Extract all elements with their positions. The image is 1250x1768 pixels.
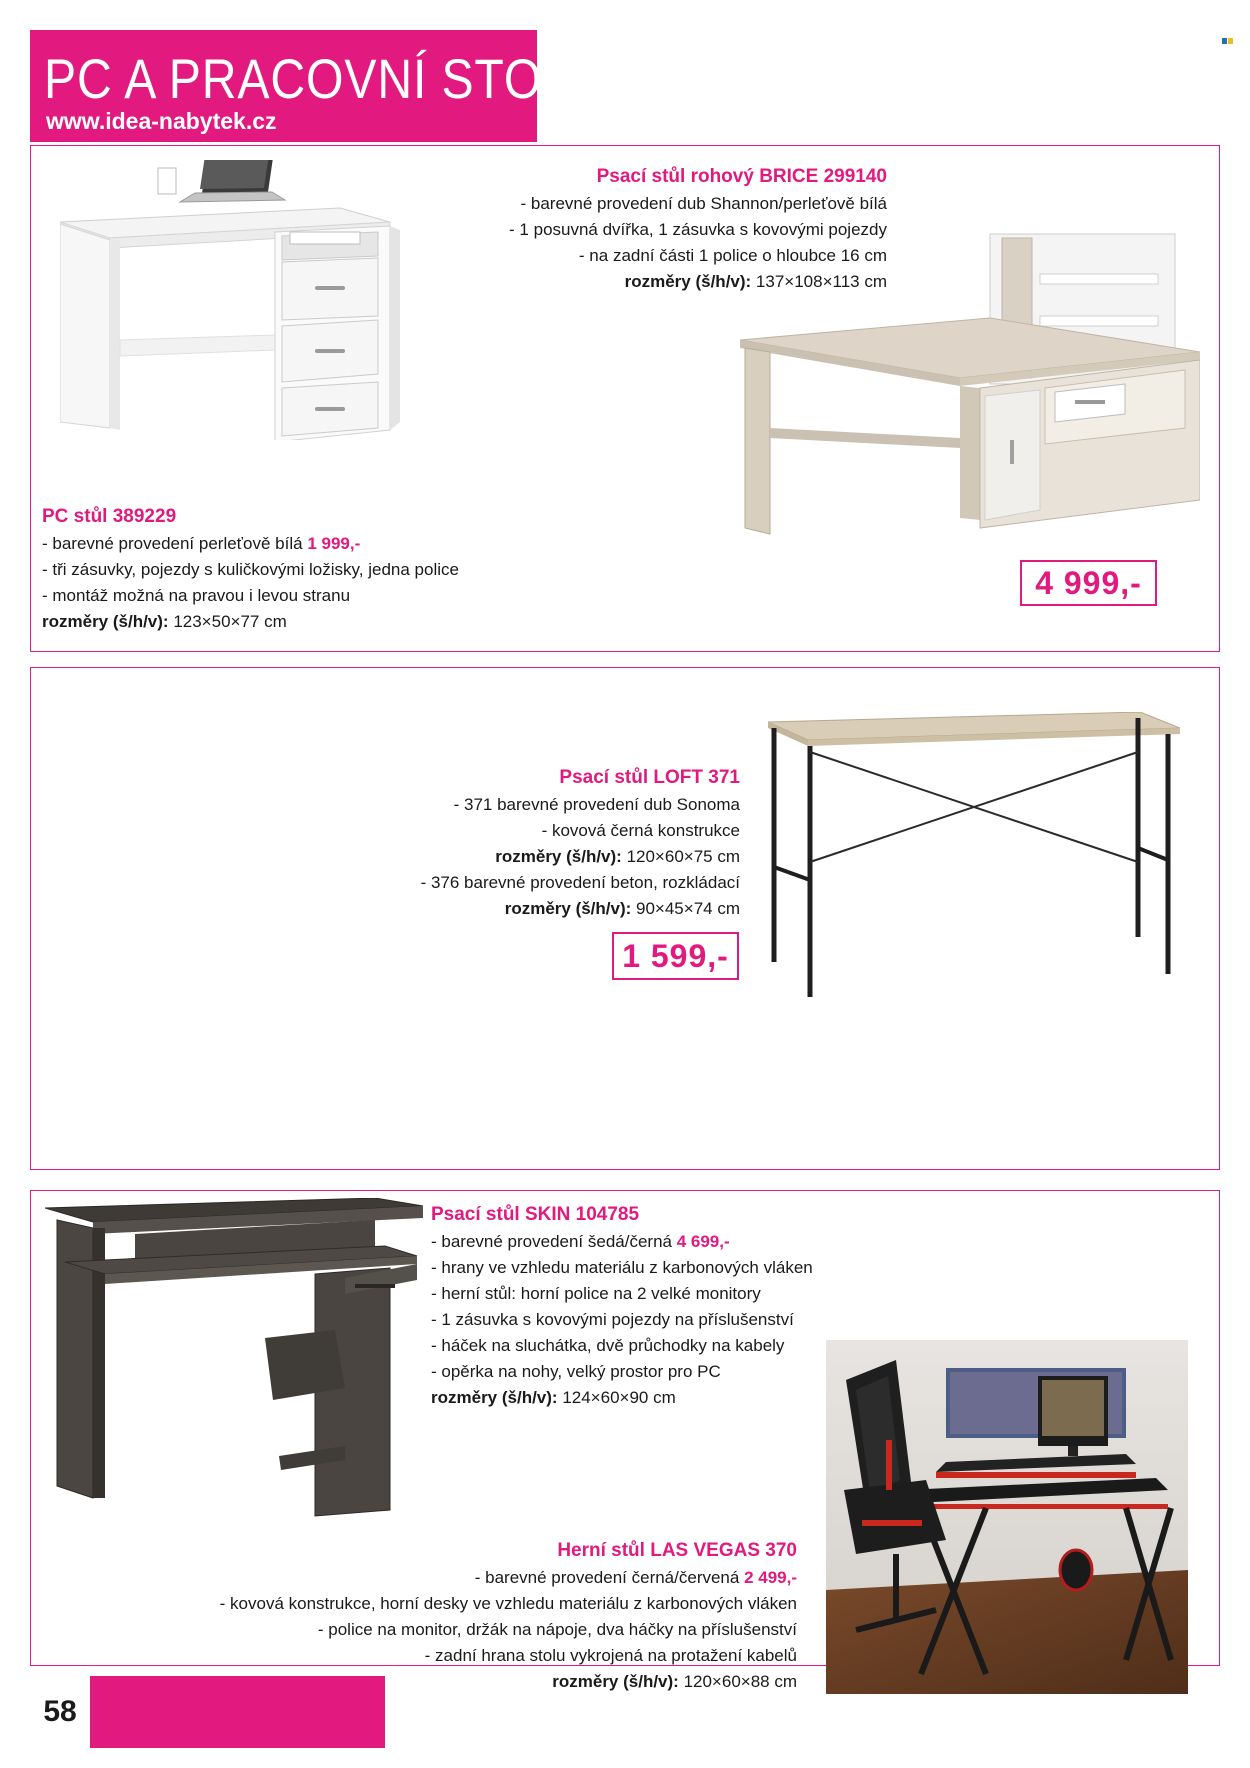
- product-feature: - 1 zásuvka s kovovými pojezdy na příslušenství: [431, 1310, 794, 1329]
- product-feature: - hrany ve vzhledu materiálu z karbonových vláken: [431, 1258, 813, 1277]
- corner-mark-icon: [1222, 38, 1234, 44]
- price-inline: 1 999,-: [307, 534, 361, 553]
- feature-text: - barevné provedení šedá/černá: [431, 1232, 677, 1251]
- product-feature: - herní stůl: horní police na 2 velké monitory: [431, 1284, 761, 1303]
- product-feature: - opěrka na nohy, velký prostor pro PC: [431, 1362, 721, 1381]
- product-title: Herní stůl LAS VEGAS 370: [557, 1540, 797, 1561]
- dimensions-label: rozměry (š/h/v):: [504, 899, 632, 918]
- product-feature: - na zadní části 1 police o hloubce 16 cm: [578, 246, 887, 265]
- white-desk-image: [60, 160, 440, 440]
- product-feature: - 1 posuvná dvířka, 1 zásuvka s kovovými pojezdy: [509, 220, 887, 239]
- header-banner: [30, 30, 600, 142]
- product-title: PC stůl 389229: [42, 506, 177, 527]
- page-number: 58: [30, 1676, 90, 1748]
- skin-desk-image: [45, 1198, 430, 1518]
- dimensions-value: 123×50×77 cm: [168, 612, 287, 631]
- feature-text: - barevné provedení perleťově bílá: [42, 534, 308, 553]
- product-title: Psací stůl rohový BRICE 299140: [596, 166, 887, 187]
- product-feature: [220, 1565, 797, 1591]
- product-brice: [509, 163, 887, 295]
- product-dimensions: [431, 1385, 813, 1411]
- product-feature: [42, 531, 459, 557]
- product-title: Psací stůl LOFT 371: [559, 767, 740, 788]
- price-inline: 4 699,-: [676, 1232, 730, 1251]
- product-loft: [421, 764, 740, 922]
- dimensions-label: rozměry (š/h/v):: [495, 847, 622, 866]
- loft-desk-image: [760, 712, 1180, 1002]
- product-feature: - 371 barevné provedení dub Sonoma: [453, 795, 740, 814]
- dimensions-label: rozměry (š/h/v):: [431, 1388, 558, 1407]
- dimensions-value: 120×60×88 cm: [678, 1672, 797, 1691]
- gaming-room-image: [826, 1340, 1188, 1694]
- dimensions-label: rozměry (š/h/v):: [624, 272, 752, 291]
- dimensions-value: 120×60×75 cm: [621, 847, 740, 866]
- price-tag-loft: 1 599,-: [612, 932, 739, 980]
- product-feature: - police na monitor, držák na nápoje, dva háčky na příslušenství: [317, 1620, 797, 1639]
- product-las-vegas: [220, 1537, 797, 1695]
- website-link[interactable]: www.idea-nabytek.cz: [46, 108, 277, 134]
- dimensions-value: 137×108×113 cm: [751, 272, 887, 291]
- product-feature: - zadní hrana stolu vykrojená na protažení kabelů: [424, 1646, 797, 1665]
- product-feature: - háček na sluchátka, dvě průchodky na kabely: [431, 1336, 785, 1355]
- product-feature: - 376 barevné provedení beton, rozkládací: [420, 873, 740, 892]
- product-feature: - kovová černá konstrukce: [541, 821, 740, 840]
- product-pc-desk: [42, 503, 459, 635]
- page-title: PC A PRACOVNÍ STOLY: [44, 47, 600, 110]
- dimensions-value: 90×45×74 cm: [631, 899, 740, 918]
- product-dimensions: [421, 844, 740, 870]
- dimensions-value: 124×60×90 cm: [557, 1388, 676, 1407]
- product-dimensions: [42, 609, 459, 635]
- product-feature: [431, 1229, 813, 1255]
- product-skin: [431, 1201, 813, 1411]
- product-feature: - montáž možná na pravou i levou stranu: [42, 586, 351, 605]
- product-feature: - tři zásuvky, pojezdy s kuličkovými ložisky, jedna police: [42, 560, 459, 579]
- dimensions-label: rozměry (š/h/v):: [42, 612, 169, 631]
- price-inline: 2 499,-: [744, 1568, 797, 1587]
- price-tag-brice: 4 999,-: [1020, 560, 1157, 606]
- product-feature: - kovová konstrukce, horní desky ve vzhledu materiálu z karbonových vláken: [219, 1594, 797, 1613]
- product-dimensions: [421, 896, 740, 922]
- feature-text: - barevné provedení černá/červená: [474, 1568, 745, 1587]
- dimensions-label: rozměry (š/h/v):: [552, 1672, 679, 1691]
- product-title: Psací stůl SKIN 104785: [431, 1204, 640, 1225]
- product-dimensions: [509, 269, 887, 295]
- product-feature: - barevné provedení dub Shannon/perleťově bílá: [520, 194, 887, 213]
